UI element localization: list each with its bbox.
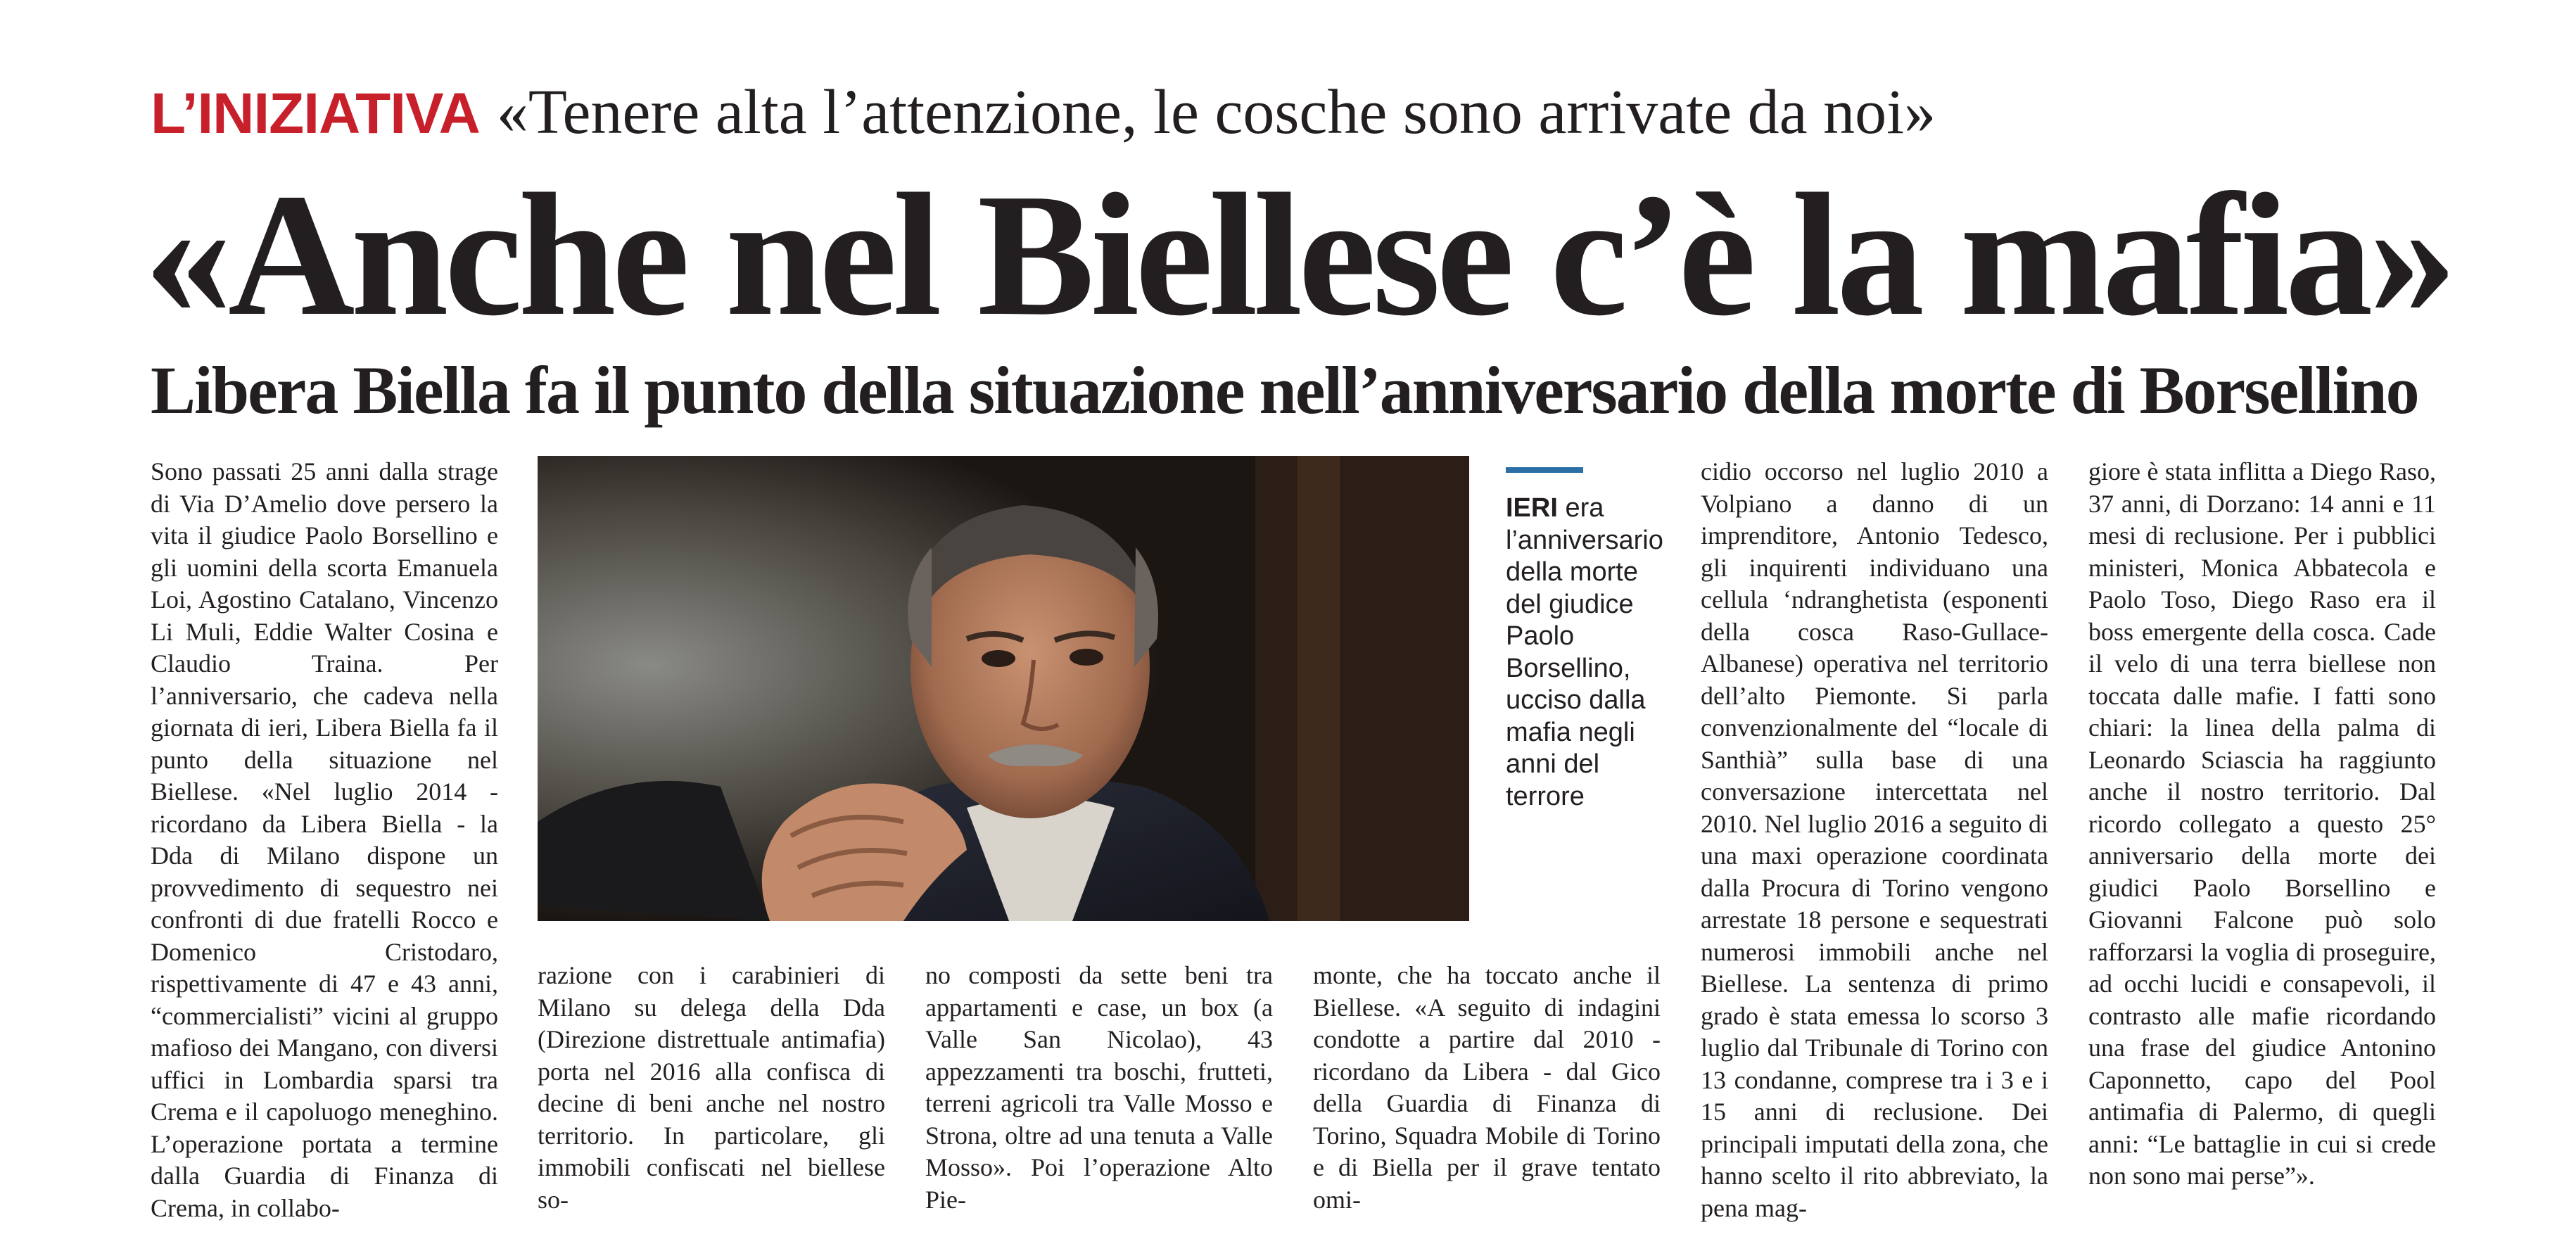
subheadline: Libera Biella fa il punto della situazione nell’anniversario della morte di Borsellino xyxy=(151,353,2418,428)
article-column-2: razione con i carabinieri di Milano su delega della Dda (Direzione distrettuale antimafia) porta nel 2016 alla confisca di decine di beni anche nel nostro territorio. In particolare, gli immobili confiscati nel biellese so- xyxy=(538,961,885,1214)
article-column-5: cidio occorso nel luglio 2010 a Volpiano a danno di un imprenditore, Antonio Tedesco, gli inquirenti individuano una cellula ‘ndranghetista (esponenti della cosca Raso-Gullace-Albanese) operativa nel territorio dell’alto Piemonte. Si parla convenzionalmente del “locale di Santhià” sulla base di una conversazione intercettata nel 2010. Nel luglio 2016 a seguito di una maxi operazione coordinata dalla Procura di Torino vengono arrestate 18 persone e sequestrati numerosi immobili anche nel Biellese. La sentenza di primo grado è stata emessa lo scorso 3 luglio dal Tribunale di Torino con 13 condanne, comprese tra i 3 e i 15 anni di reclusione. Dei principali imputati della zona, che hanno scelto il rito abbreviato, la pena mag- xyxy=(1701,457,2048,1222)
kicker-quote: «Tenere alta l’attenzione, le cosche sono arrivate da noi» xyxy=(496,77,1936,147)
article-column-3: no composti da sette beni tra appartamenti e case, un box (a Valle San Nicolao), 43 appezzamenti tra boschi, frutteti, terreni agricoli tra Valle Mosso e Strona, oltre ad una tenuta a Valle Mosso». Poi l’operazione Alto Pie- xyxy=(925,961,1273,1214)
headline: «Anche nel Biellese c’è la mafia» xyxy=(144,158,2453,353)
kicker xyxy=(151,74,2473,153)
article-column-1: Sono passati 25 anni dalla strage di Via D’Amelio dove persero la vita il giudice Paolo Borsellino e gli uomini della scorta Emanuela Loi, Agostino Catalano, Vincenzo Li Muli, Eddie Walter Cosina e Claudio Traina. Per l’anniversario, che cadeva nella giornata di ieri, Libera Biella fa il punto della situazione nel Biellese. «Nel luglio 2014 - ricordano da Libera Biella - la Dda di Milano dispone un provvedimento di sequestro nei confronti di due fratelli Rocco e Domenico Cristodaro, rispettivamente di 47 e 43 anni, “commercialisti” vicini al gruppo mafioso dei Mangano, con diversi uffici in Lombardia sparsi tra Crema e il capoluogo meneghino. L’operazione portata a termine dalla Guardia di Finanza di Crema, in collabo- xyxy=(151,457,498,1222)
caption-lead: IERI xyxy=(1506,493,1558,523)
article-column-4: monte, che ha toccato anche il Biellese. «A seguito di indagini condotte a partire dal 2010 - ricordano da Libera - dal Gico della Guardia di Finanza di Torino, Squadra Mobile di Torino e di Biella per il grave tentato omi- xyxy=(1313,961,1661,1214)
article-column-6: giore è stata inflitta a Diego Raso, 37 anni, di Dorzano: 14 anni e 11 mesi di reclusione. Per i pubblici ministeri, Monica Abbatecola e Paolo Toso, Diego Raso era il boss emergente della cosca. Cade il velo di una terra biellese non toccata dalle mafie. I fatti sono chiari: la linea della palma di Leonardo Sciascia ha raggiunto anche il nostro territorio. Dal ricordo collegato a questo 25° anniversario della morte dei giudici Paolo Borsellino e Giovanni Falcone può solo rafforzarsi la voglia di proseguire, ad occhi lucidi e consapevoli, il contrasto alle mafie ricordando una frase del giudice Antonino Caponnetto, capo del Pool antimafia di Palermo, di quegli anni: “Le battaglie in cui si crede non sono mai perse”». xyxy=(2088,457,2436,1190)
caption-text: era l’anniversario della morte del giudice Paolo Borsellino, ucciso dalla mafia negli anni del terrore xyxy=(1506,493,1663,811)
kicker-label: L’INIZIATIVA xyxy=(151,82,480,146)
caption-rule xyxy=(1506,467,1583,473)
photo-caption xyxy=(1506,493,1675,813)
photo-borsellino xyxy=(538,456,1469,921)
